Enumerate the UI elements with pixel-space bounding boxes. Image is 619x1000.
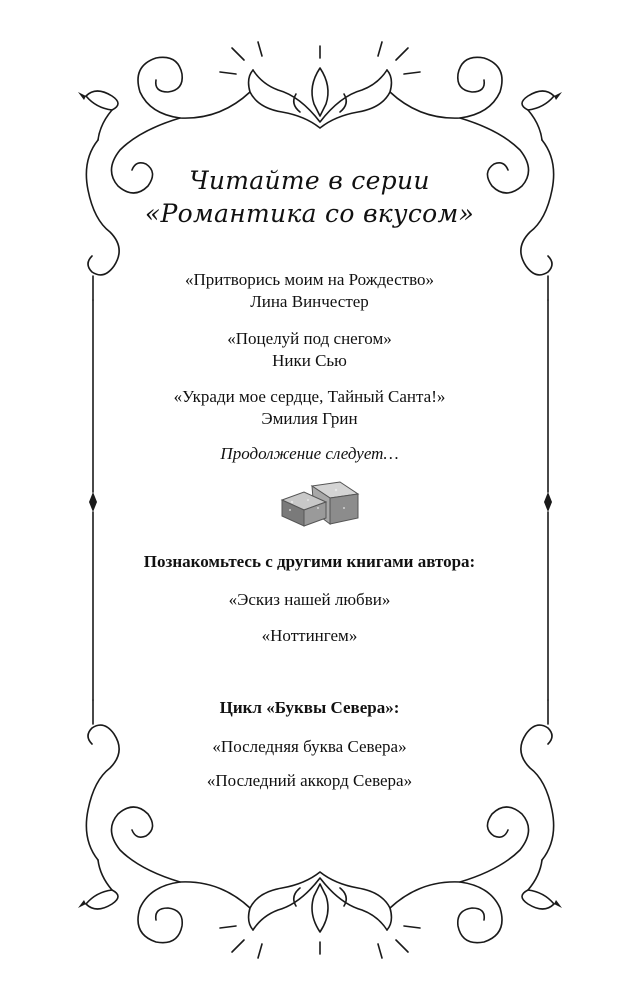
other-books-heading: Познакомьтесь с другими книгами автора: — [143, 552, 476, 571]
book-title: «Укради мое сердце, Тайный Санта!» — [173, 387, 446, 406]
other-book-title: «Ноттингем» — [261, 626, 358, 645]
book-author: Эмилия Грин — [261, 409, 358, 428]
book-author: Ники Сью — [272, 351, 347, 370]
cycle-book-title: «Последний аккорд Севера» — [206, 771, 413, 790]
book-author: Лина Винчестер — [250, 292, 369, 311]
cycle-heading: Цикл «Буквы Севера»: — [219, 698, 400, 717]
book-title: «Поцелуй под снегом» — [227, 329, 392, 348]
book-title: «Притворись моим на Рождество» — [185, 270, 434, 289]
sugar-cubes-icon — [278, 478, 364, 528]
continuation-note: Продолжение следует… — [220, 444, 399, 463]
other-book-title: «Эскиз нашей любви» — [228, 590, 391, 609]
cycle-book-title: «Последняя буква Севера» — [212, 737, 407, 756]
series-title-line2: «Романтика со вкусом» — [144, 199, 475, 228]
series-title-line1: Читайте в серии — [189, 166, 430, 195]
